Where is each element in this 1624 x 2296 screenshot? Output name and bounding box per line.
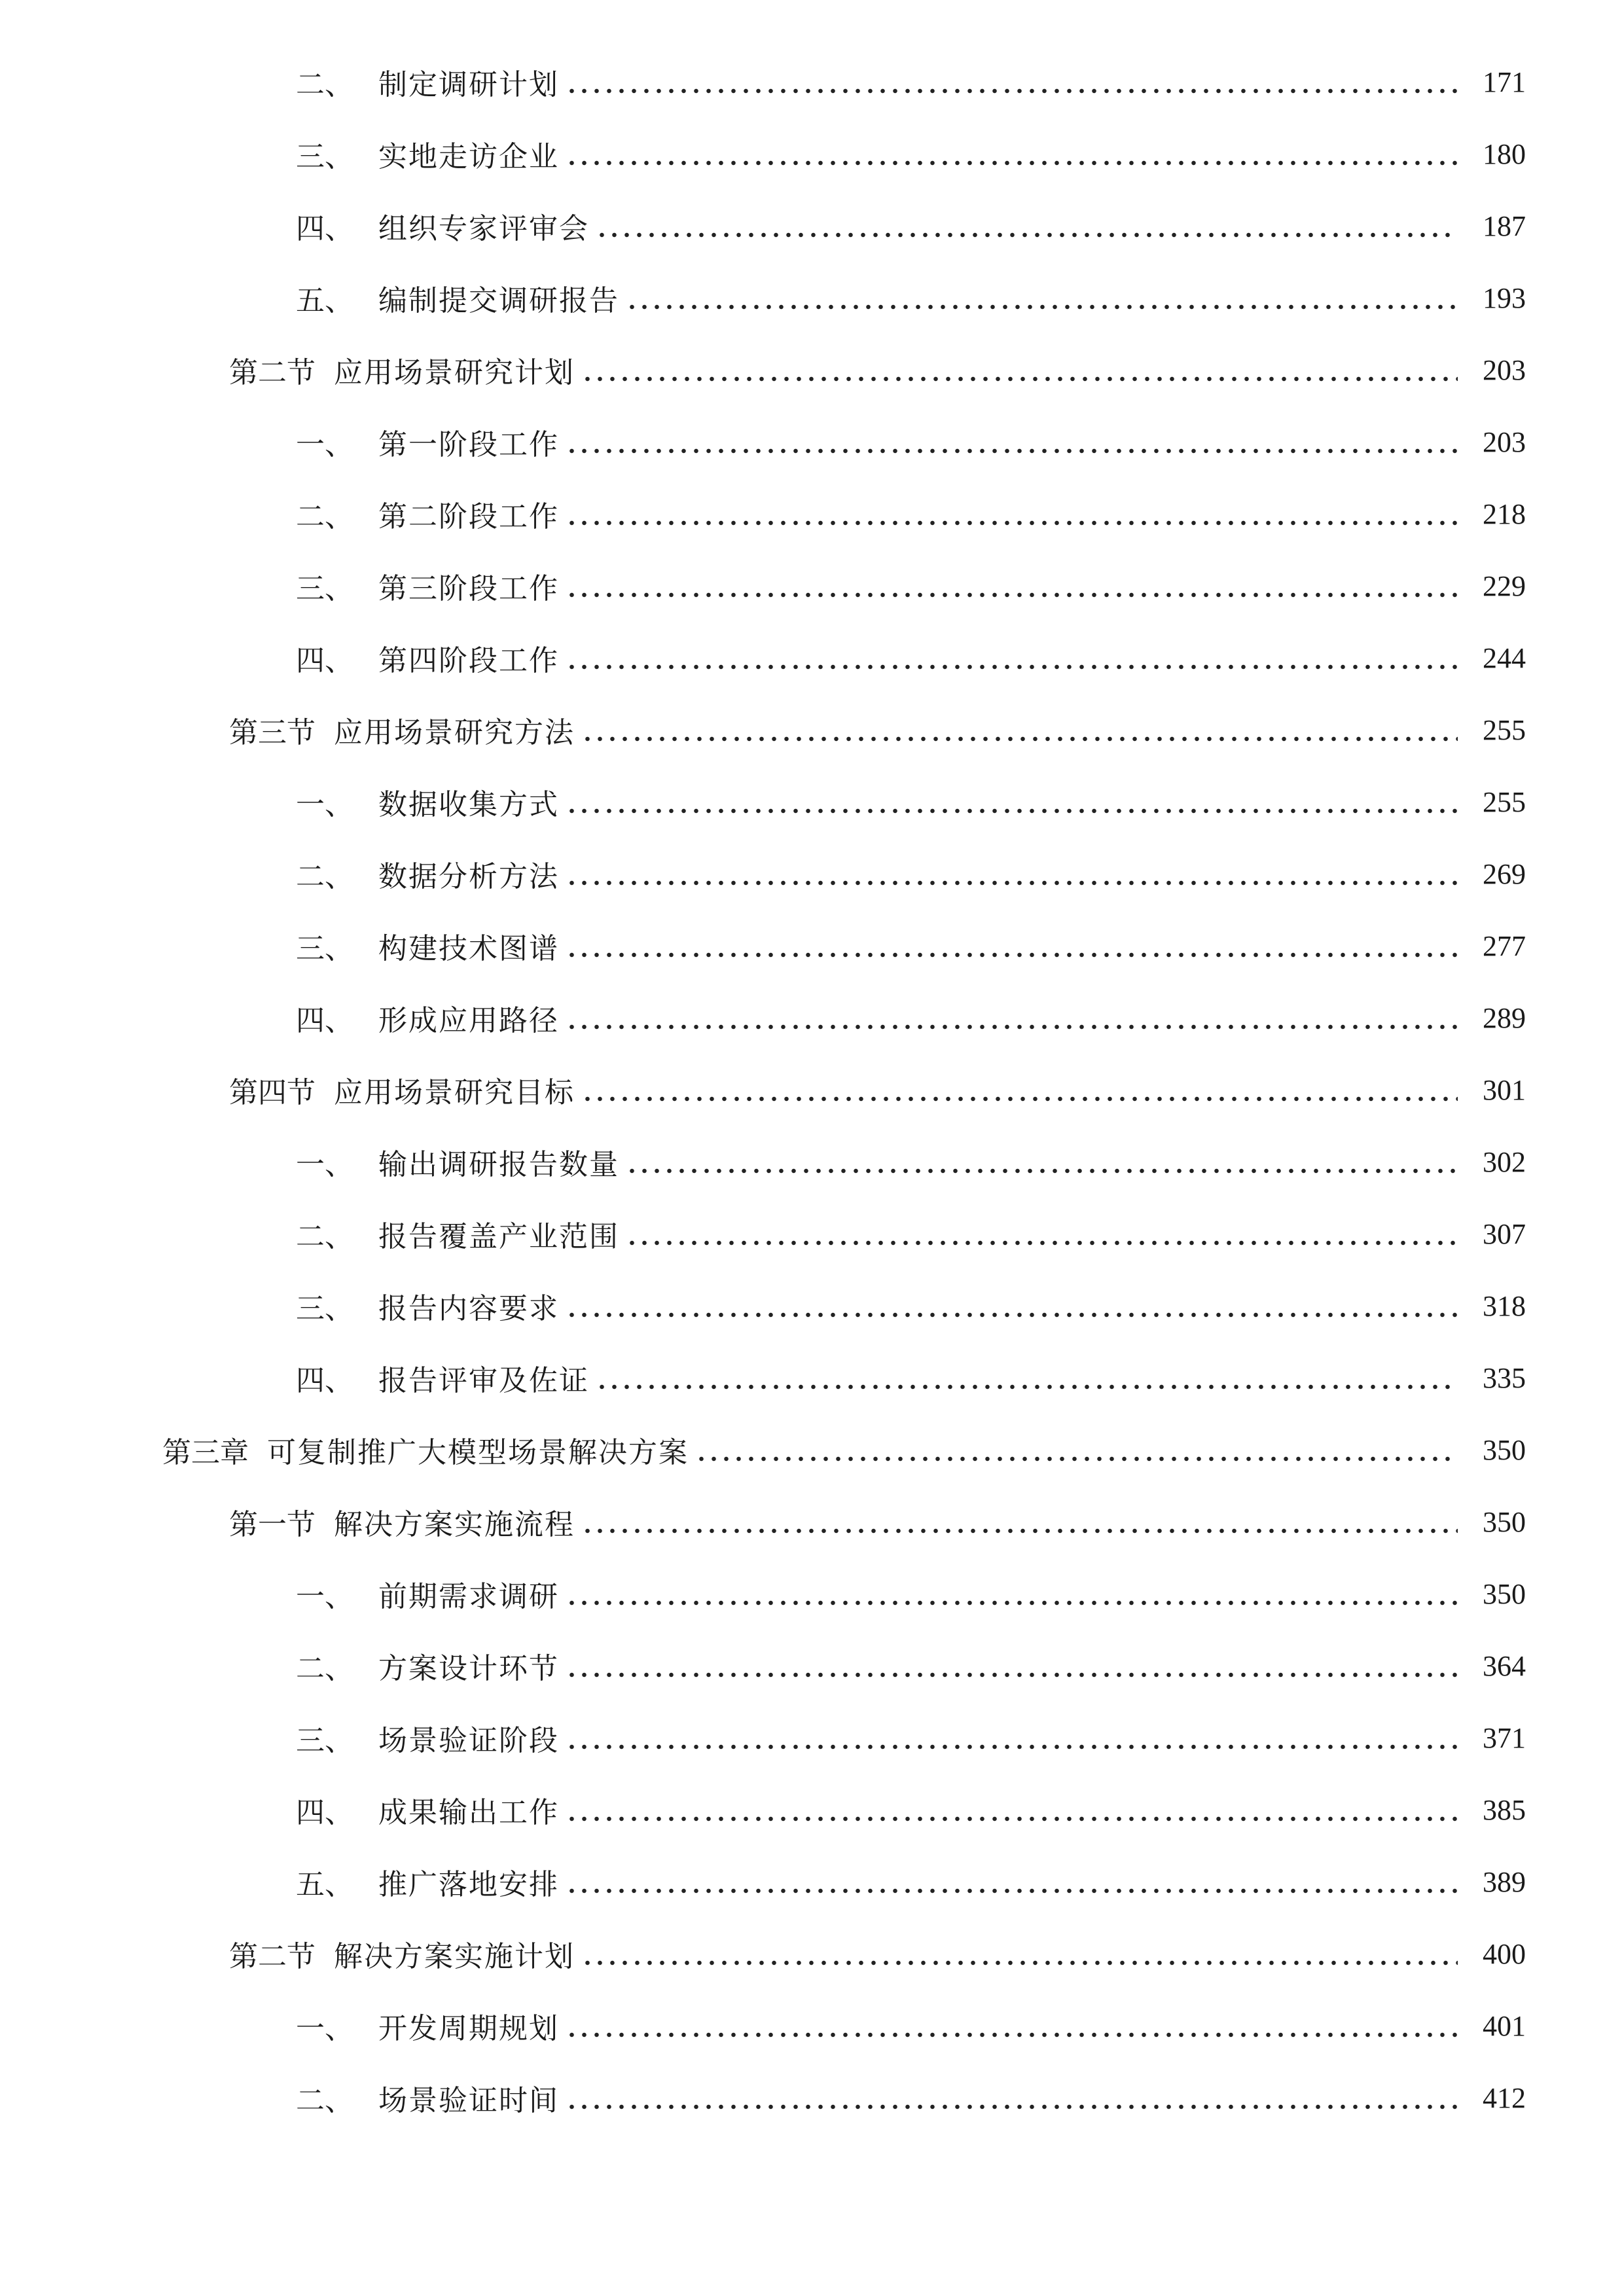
toc-subsection-entry[interactable] [0, 1270, 1624, 1342]
toc-dot-leader [566, 1816, 1458, 1822]
toc-entry-title: 形成应用路径 [378, 1004, 559, 1037]
toc-entry-page-number: 350 [1483, 1505, 1526, 1538]
toc-subsection-entry[interactable] [0, 1558, 1624, 1630]
toc-entry-title: 报告覆盖产业范围 [378, 1220, 619, 1253]
toc-entry-title: 前期需求调研 [378, 1580, 559, 1613]
toc-dot-leader [566, 520, 1458, 526]
toc-entry-title: 组织专家评审会 [378, 212, 589, 245]
toc-entry-title: 应用场景研究计划 [334, 356, 575, 389]
toc-dot-leader [581, 1096, 1458, 1102]
toc-entry-page-number: 203 [1483, 425, 1526, 458]
toc-entry-number: 第一节 [229, 1508, 316, 1541]
toc-entry-page-number: 218 [1483, 497, 1526, 530]
toc-section-entry[interactable] [0, 1054, 1624, 1126]
toc-entry-number: 一、 [296, 1580, 353, 1613]
toc-entry-title: 成果输出工作 [378, 1796, 559, 1829]
toc-dot-leader [566, 880, 1458, 886]
toc-entry-number: 一、 [296, 788, 353, 821]
toc-entry-number: 一、 [296, 1148, 353, 1181]
toc-subsection-entry[interactable] [0, 46, 1624, 118]
toc-subsection-entry[interactable] [0, 478, 1624, 550]
toc-entry-number: 第三节 [229, 716, 316, 749]
toc-entry-page-number: 277 [1483, 929, 1526, 962]
toc-dot-leader [566, 1888, 1458, 1894]
toc-entry-title: 解决方案实施计划 [334, 1940, 575, 1973]
toc-dot-leader [566, 808, 1458, 814]
toc-entry-page-number: 229 [1483, 569, 1526, 602]
toc-entry-title: 推广落地安排 [378, 1868, 559, 1901]
toc-subsection-entry[interactable] [0, 2062, 1624, 2134]
toc-entry-page-number: 401 [1483, 2009, 1526, 2042]
toc-entry-page-number: 412 [1483, 2081, 1526, 2114]
toc-entry-title: 应用场景研究方法 [334, 716, 575, 749]
toc-entry-number: 二、 [296, 1220, 353, 1253]
toc-dot-leader [581, 736, 1458, 742]
toc-entry-title: 应用场景研究目标 [334, 1076, 575, 1109]
toc-subsection-entry[interactable] [0, 1846, 1624, 1918]
toc-entry-title: 方案设计环节 [378, 1652, 559, 1685]
toc-entry-number: 第二节 [229, 356, 316, 389]
toc-dot-leader [596, 232, 1458, 238]
toc-subsection-entry[interactable] [0, 766, 1624, 838]
toc-dot-leader [566, 1744, 1458, 1750]
toc-dot-leader [626, 304, 1458, 310]
toc-dot-leader [566, 1672, 1458, 1678]
toc-subsection-entry[interactable] [0, 262, 1624, 334]
toc-entry-page-number: 203 [1483, 353, 1526, 386]
toc-entry-title: 第三阶段工作 [378, 572, 559, 605]
toc-entry-page-number: 302 [1483, 1145, 1526, 1178]
toc-entry-page-number: 385 [1483, 1793, 1526, 1826]
toc-entry-title: 解决方案实施流程 [334, 1508, 575, 1541]
toc-dot-leader [581, 1528, 1458, 1534]
toc-entry-number: 第二节 [229, 1940, 316, 1973]
toc-entry-title: 输出调研报告数量 [378, 1148, 619, 1181]
toc-subsection-entry[interactable] [0, 622, 1624, 694]
toc-entry-number: 三、 [296, 572, 353, 605]
toc-entry-number: 第四节 [229, 1076, 316, 1109]
toc-entry-page-number: 400 [1483, 1937, 1526, 1970]
toc-section-entry[interactable] [0, 334, 1624, 406]
toc-dot-leader [626, 1240, 1458, 1246]
toc-dot-leader [566, 1600, 1458, 1606]
toc-entry-number: 一、 [296, 428, 353, 461]
toc-entry-page-number: 307 [1483, 1217, 1526, 1250]
toc-dot-leader [566, 1312, 1458, 1318]
toc-entry-page-number: 255 [1483, 785, 1526, 818]
toc-subsection-entry[interactable] [0, 118, 1624, 190]
toc-entry-number: 五、 [296, 1868, 353, 1901]
toc-entry-number: 三、 [296, 140, 353, 173]
toc-entry-title: 开发周期规划 [378, 2012, 559, 2045]
toc-entry-title: 第二阶段工作 [378, 500, 559, 533]
toc-subsection-entry[interactable] [0, 1126, 1624, 1198]
toc-subsection-entry[interactable] [0, 1774, 1624, 1846]
toc-entry-title: 制定调研计划 [378, 68, 559, 101]
toc-entry-number: 四、 [296, 1364, 353, 1397]
toc-entry-page-number: 171 [1483, 65, 1526, 98]
toc-entry-number: 第三章 [162, 1436, 249, 1469]
toc-dot-leader [581, 376, 1458, 382]
toc-entry-number: 二、 [296, 860, 353, 893]
toc-entry-page-number: 269 [1483, 857, 1526, 890]
toc-entry-number: 三、 [296, 1724, 353, 1757]
toc-dot-leader [596, 1384, 1458, 1390]
toc-entry-page-number: 318 [1483, 1289, 1526, 1322]
toc-subsection-entry[interactable] [0, 1702, 1624, 1774]
toc-subsection-entry[interactable] [0, 1990, 1624, 2062]
toc-entry-page-number: 350 [1483, 1577, 1526, 1610]
toc-dot-leader [566, 2104, 1458, 2110]
toc-entry-number: 四、 [296, 644, 353, 677]
toc-dot-leader [566, 2032, 1458, 2038]
toc-section-entry[interactable] [0, 694, 1624, 766]
toc-dot-leader [566, 88, 1458, 94]
toc-entry-title: 第一阶段工作 [378, 428, 559, 461]
toc-entry-page-number: 301 [1483, 1073, 1526, 1106]
toc-entry-title: 实地走访企业 [378, 140, 559, 173]
toc-entry-number: 一、 [296, 2012, 353, 2045]
toc-section-entry[interactable] [0, 1918, 1624, 1990]
toc-dot-leader [566, 1024, 1458, 1030]
toc-subsection-entry[interactable] [0, 910, 1624, 982]
toc-subsection-entry[interactable] [0, 190, 1624, 262]
toc-entry-title: 场景验证阶段 [378, 1724, 559, 1757]
toc-chapter-entry[interactable] [0, 1414, 1624, 1486]
toc-dot-leader [626, 1168, 1458, 1174]
toc-entry-page-number: 371 [1483, 1721, 1526, 1754]
toc-entry-page-number: 335 [1483, 1361, 1526, 1394]
toc-entry-title: 报告内容要求 [378, 1292, 559, 1325]
toc-subsection-entry[interactable] [0, 406, 1624, 478]
toc-dot-leader [581, 1960, 1458, 1966]
toc-entry-page-number: 350 [1483, 1433, 1526, 1466]
toc-entry-number: 二、 [296, 1652, 353, 1685]
toc-section-entry[interactable] [0, 1486, 1624, 1558]
toc-entry-title: 可复制推广大模型场景解决方案 [267, 1436, 689, 1469]
toc-dot-leader [566, 160, 1458, 166]
toc-subsection-entry[interactable] [0, 550, 1624, 622]
toc-entry-number: 五、 [296, 284, 353, 317]
toc-entry-title: 数据收集方式 [378, 788, 559, 821]
toc-subsection-entry[interactable] [0, 1630, 1624, 1702]
toc-subsection-entry[interactable] [0, 838, 1624, 910]
toc-entry-title: 数据分析方法 [378, 860, 559, 893]
toc-dot-leader [566, 664, 1458, 670]
toc-entry-page-number: 255 [1483, 713, 1526, 746]
toc-entry-number: 四、 [296, 1796, 353, 1829]
toc-subsection-entry[interactable] [0, 982, 1624, 1054]
toc-entry-title: 场景验证时间 [378, 2084, 559, 2117]
toc-entry-title: 报告评审及佐证 [378, 1364, 589, 1397]
toc-entry-page-number: 389 [1483, 1865, 1526, 1898]
toc-entry-page-number: 244 [1483, 641, 1526, 674]
toc-entry-page-number: 180 [1483, 137, 1526, 170]
toc-subsection-entry[interactable] [0, 1198, 1624, 1270]
toc-entry-number: 三、 [296, 1292, 353, 1325]
table-of-contents [0, 46, 1624, 2134]
toc-entry-page-number: 187 [1483, 209, 1526, 242]
toc-entry-title: 编制提交调研报告 [378, 284, 619, 317]
toc-entry-number: 二、 [296, 500, 353, 533]
toc-dot-leader [566, 592, 1458, 598]
toc-entry-number: 二、 [296, 2084, 353, 2117]
toc-entry-title: 第四阶段工作 [378, 644, 559, 677]
toc-entry-number: 四、 [296, 212, 353, 245]
toc-entry-page-number: 364 [1483, 1649, 1526, 1682]
toc-subsection-entry[interactable] [0, 1342, 1624, 1414]
toc-dot-leader [695, 1456, 1458, 1462]
toc-dot-leader [566, 952, 1458, 958]
toc-entry-number: 二、 [296, 68, 353, 101]
toc-entry-number: 四、 [296, 1004, 353, 1037]
toc-entry-title: 构建技术图谱 [378, 932, 559, 965]
toc-entry-page-number: 289 [1483, 1001, 1526, 1034]
toc-dot-leader [566, 448, 1458, 454]
toc-entry-number: 三、 [296, 932, 353, 965]
toc-entry-page-number: 193 [1483, 281, 1526, 314]
